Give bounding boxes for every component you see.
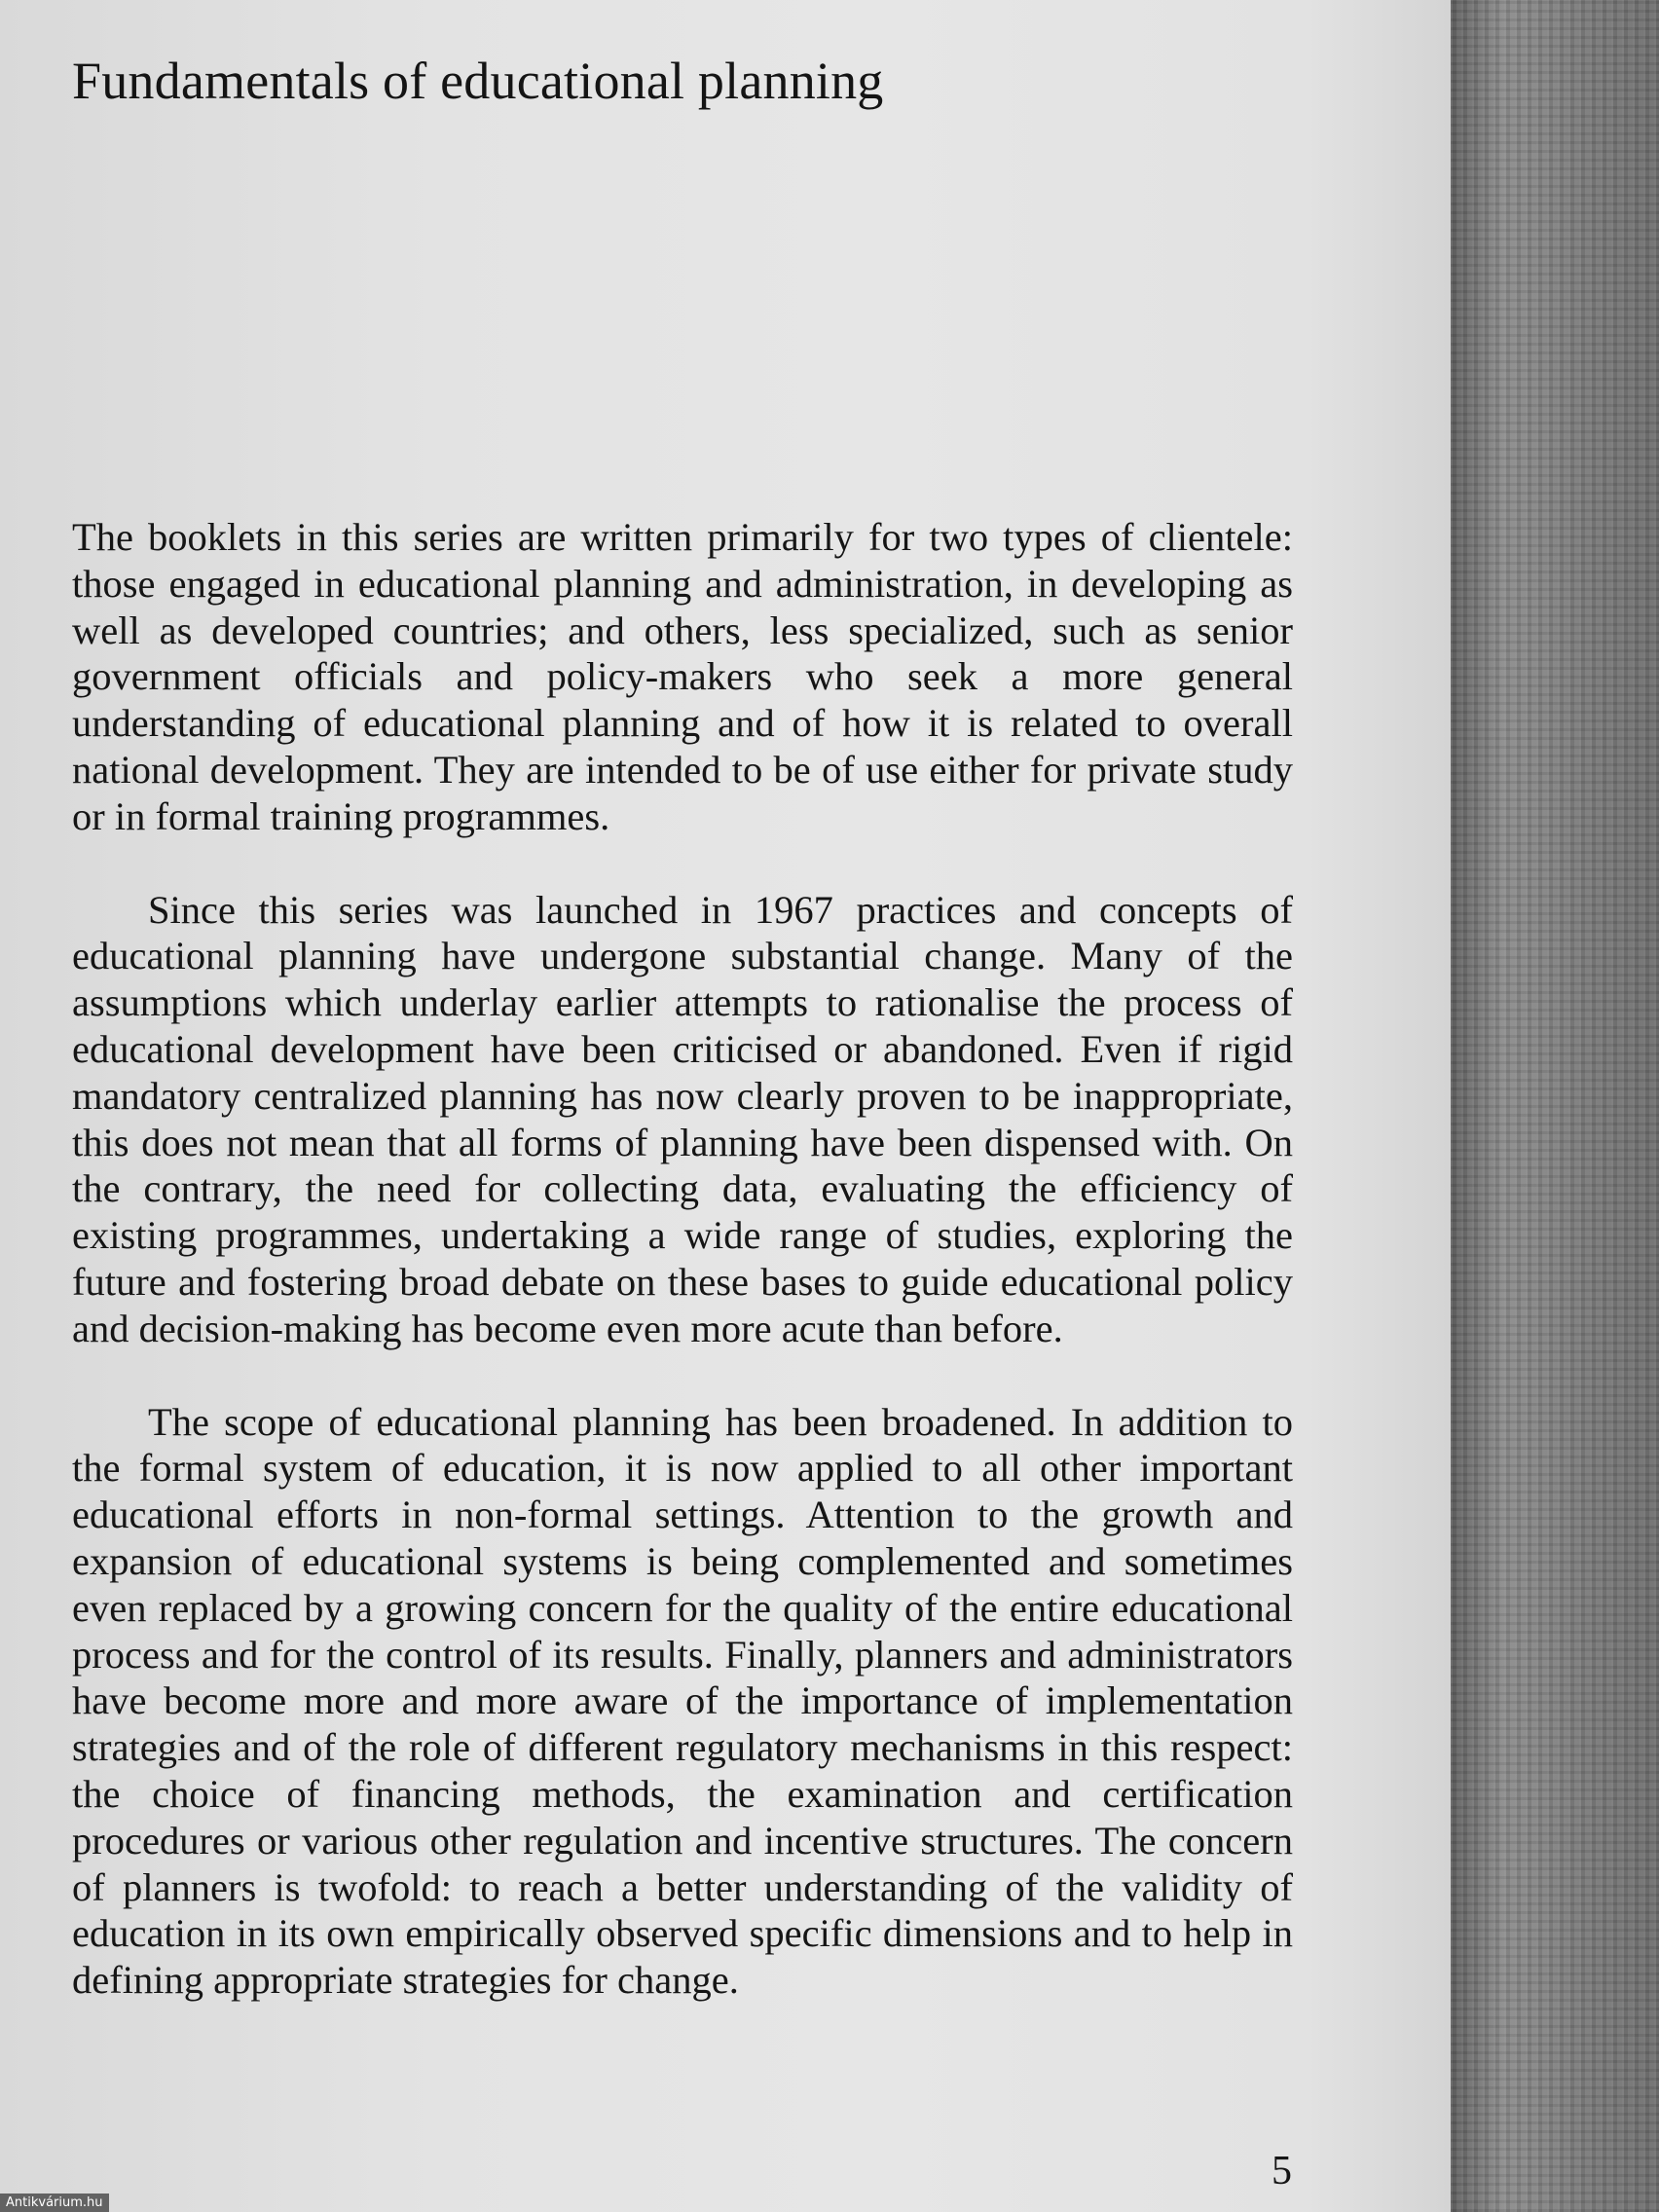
- page-title: Fundamentals of educational planning: [72, 52, 884, 110]
- paragraph-1: The booklets in this series are written primarily for two types of clientele: those engaged in educational planning and administration, in developing as well as developed countries; and others, less specialized, such as senior government officials and policy-makers who seek a more general understanding of educational planning and of how it is related to overall national development. They are intended to be of use either for private study or in formal training programmes.: [72, 515, 1293, 838]
- background-surface: [1451, 0, 1659, 2212]
- body-text: [72, 514, 1293, 2050]
- paragraph-2: Since this series was launched in 1967 practices and concepts of educational planning have undergone substantial change. Many of the assumptions which underlay earlier attempts to rationalise the process of educational development have been criticised or abandoned. Even if rigid mandatory centralized planning has now clearly proven to be inappropriate, this does not mean that all forms of planning have been dispensed with. On the contrary, the need for collecting data, evaluating the efficiency of existing programmes, undertaking a wide range of studies, exploring the future and fostering broad debate on these bases to guide educational policy and decision-making has become even more acute than before.: [72, 887, 1293, 1350]
- paragraph-3: The scope of educational planning has been broadened. In addition to the formal system of education, it is now applied to all other important educational efforts in non-formal settings. Attention to the growth and expansion of educational systems is being complemented and sometimes even replaced by a growing concern for the quality of the entire educational process and for the control of its results. Finally, planners and administrators have become more and more aware of the importance of implementation strategies and of the role of different regulatory mechanisms in this respect: the choice of financing methods, the examination and certification procedures or various other regulation and incentive structures. The concern of planners is twofold: to reach a better understanding of the validity of education in its own empirically observed specific dimensions and to help in defining appropriate strategies for change.: [72, 1399, 1293, 2003]
- watermark: Antikvárium.hu: [0, 2194, 109, 2212]
- page-number: 5: [1272, 2149, 1292, 2194]
